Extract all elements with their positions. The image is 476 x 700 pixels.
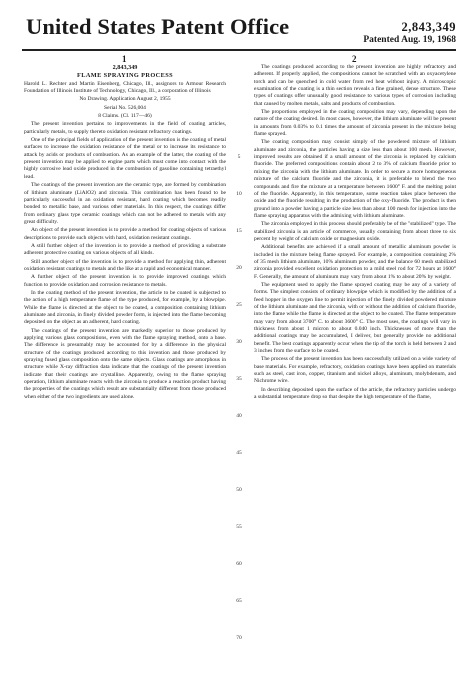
line-number: 15 <box>236 228 242 234</box>
line-number: 60 <box>236 561 242 567</box>
spec-number: 2,843,349 <box>112 64 138 71</box>
line-number: 45 <box>236 450 242 456</box>
body-paragraph: The process of the present invention has been successfully utilized on a wide variety of base materials. For example, refractory, oxidation coatings have been applied on materials such as steel, cast iron, copper, titanium and nickel alloys, aluminum, molybdenum, and Nichrome wire. <box>254 356 456 385</box>
line-number: 70 <box>236 635 242 641</box>
line-number: 20 <box>236 265 242 271</box>
left-column <box>24 64 226 402</box>
patent-date: Patented Aug. 19, 1968 <box>363 35 456 45</box>
patent-number: 2,843,349 <box>401 20 456 34</box>
body-paragraph: A still further object of the invention is to provide a method of providing a substrate adherent protective coating on various objects of all kinds. <box>24 242 226 257</box>
line-number: 5 <box>237 154 241 160</box>
serial-number: Serial No. 526,004 <box>104 104 146 111</box>
column-number-right: 2 <box>352 54 357 64</box>
application-info: No Drawing. Application August 2, 1955 <box>79 96 171 103</box>
body-paragraph: The coatings of the present invention are the ceramic type, are formed by combination of lithium aluminate (LiAlO2) and zirconia. This combination has been found to be particularly successful in an oxidation resistant, hard coating which becomes readily bonded to metallic base, and various other materials. In this respect, the coatings differ from ordinary glass type ceramic coatings which can not be adhered to metals with any great difficulty. <box>24 182 226 225</box>
body-paragraph: One of the principal fields of application of the present invention is the coating of metal surfaces to increase the oxidation resistance of the metal or to increase its resistance to attack by acids or products of combustion. As an example of the latter, the coating of the present invention may be applied to engine parts which must come into contact with the highly corrosive lead oxide produced in the combustion of gasoline containing tetraethyl lead. <box>24 137 226 180</box>
body-paragraph: The coatings produced according to the present invention are highly refractory and adherent. If properly applied, the compositions cannot be scratched with an oxyacetylene torch and can be quenched in cold water from red heat without injury. A microscopic examination of the coating is a thin section reveals a fine grained, dense structure. These types of coatings offer unusually good resistance to various types of corrosion including that caused by molten metals, salts and products of combustion. <box>254 64 456 107</box>
line-number: 50 <box>236 487 242 493</box>
line-number: 25 <box>236 302 242 308</box>
body-paragraph: Additional benefits are achieved if a small amount of metallic aluminum powder is included in the mixture being flame sprayed. For example, a composition containing 2% of 35 mesh lithium aluminate, 10% aluminum powder, and the balance 60 mesh stabilized zirconia provided excellent oxidation protection to a mild steel rod for 72 hours at 1600° F. Generally, the amount of aluminum may vary from about 1% to about 20% by weight. <box>254 244 456 280</box>
body-paragraph: The coatings of the present invention are markedly superior to those produced by applying various glass compositions, even with the flame spraying method, onto a base. The difference is presumably may be accounted for by a difference in the physical structure of the coatings produced according to this invention and those produced by spraying fused glass composition onto the same objects. Glass coatings are amorphous in structure while X-ray diffraction data indicate that the coatings of the present invention indicate that their coatings are crystalline. Apparently, owing to the flame spraying operation, lithium aluminate reacts with the zirconia to produce a reaction product having the properties of the coatings which result are substantially different from those produced when either of the two ingredients are used alone. <box>24 327 226 400</box>
line-number: 55 <box>236 524 242 530</box>
claims-classification: 8 Claims. (Cl. 117—46) <box>98 113 152 120</box>
body-paragraph: The coating composition may consist simply of the powdered mixture of lithium aluminate and zirconia, the particles having a size less than about 100 mesh. However, improved results are obtained if a small amount of the zirconia is replaced by calcium fluoride. The preferred compositions contain about 2 to 3% of calcium fluoride prior to mixing the zirconia with the lithium aluminate. In order to secure a more homogeneous mixture of the calcium fluoride and the zirconia, it is preferable to blend the two compounds and fire the mixture at a temperature between 1600° F. and the melting point of the fluoride. Apparently, in this temperature, some reaction takes place between the oxide and the fluoride resulting in the production of the oxy-fluoride. The product is then ground into a powder having a particle size less than about 100 mesh for injection into the flame spraying apparatus with the admixing with lithium aluminate. <box>254 139 456 219</box>
header-divider <box>22 49 456 51</box>
body-paragraph: The present invention pertains to improvements in the field of coating articles, particularly metals, to supply thereto oxidation resistant refractory coatings. <box>24 121 226 135</box>
right-column <box>254 64 456 402</box>
patent-title: FLAME SPRAYING PROCESS <box>76 72 174 80</box>
body-paragraph: The equipment used to apply the flame sprayed coating may be any of a variety of forms. The simplest consists of ordinary blowpipe which is modified by the addition of a feed hopper in the oxygen line to permit injection of the finely divided powdered mixture of the lithium aluminate and the zirconia, with or without the addition of calcium fluoride, into the flame while the flame is directed at the object to be coated. The flame temperature may vary from about 3700° C. to about 3600° C. The most uses, the coatings will vary in thickness from about 1 micron to about 0.040 inch. Thicknesses of more than the additional coatings may be accumulated, I deliver, but generally provide no additional benefit. The best coatings apparently occur when the tip of the torch is held between 2 and 3 inches from the surface to be coated. <box>254 281 456 355</box>
body-paragraph: In describing deposited upon the surface of the article, the refractory particles undergo a substantial temperature drop so that despite the high temperature of the flame, <box>254 386 456 401</box>
inventors: Harold L. Rechter and Martin Eisenberg, Chicago, Ill., assignors to Armour Research Foundation of Illinois Institute of Technology, Chicago, Ill., a corporation of Illinois <box>24 80 226 95</box>
body-paragraph: Still another object of the invention is to provide a method for applying thin, adherent oxidation resistant coatings to metals and the like at a rapid and economical manner. <box>24 258 226 272</box>
body-paragraph: The proportions employed in the coating composition may vary, depending upon the nature of the coating desired. In most cases, however, the lithium aluminate will be present in amounts from 0.03% to 0.1 times the amount of zirconia present in the mixture being flame sprayed. <box>254 109 456 138</box>
line-number: 10 <box>236 191 242 197</box>
line-number: 30 <box>236 339 242 345</box>
column-number-left: 1 <box>122 54 127 64</box>
patent-header <box>26 10 456 62</box>
line-number: 65 <box>236 598 242 604</box>
body-paragraph: The zirconia employed in this process should preferably be of the "stabilized" type. The stabilized zirconia is an article of commerce, usually containing from about three to six percent by weight of calcium oxide or magnesium oxide. <box>254 221 456 242</box>
body-paragraph: A further object of the present invention is to provide improved coatings which function to provide oxidation and corrosion resistance to metals. <box>24 274 226 288</box>
body-paragraph: In the coating method of the present invention, the article to be coated is subjected to the action of a high temperature flame of the type produced, for example, by a blowpipe. While the flame is directed at the object to be coated, a composition containing lithium aluminate and zirconia, in finely divided powder form, is injected into the flame becoming deposited on the object as an adherent, hard coating. <box>24 289 226 326</box>
office-title: United States Patent Office <box>26 14 290 39</box>
line-number: 40 <box>236 413 242 419</box>
body-paragraph: An object of the present invention is to provide a method for coating objects of various descriptions to provide such objects with hard, oxidation resistant coatings. <box>24 227 226 241</box>
line-number: 35 <box>236 376 242 382</box>
